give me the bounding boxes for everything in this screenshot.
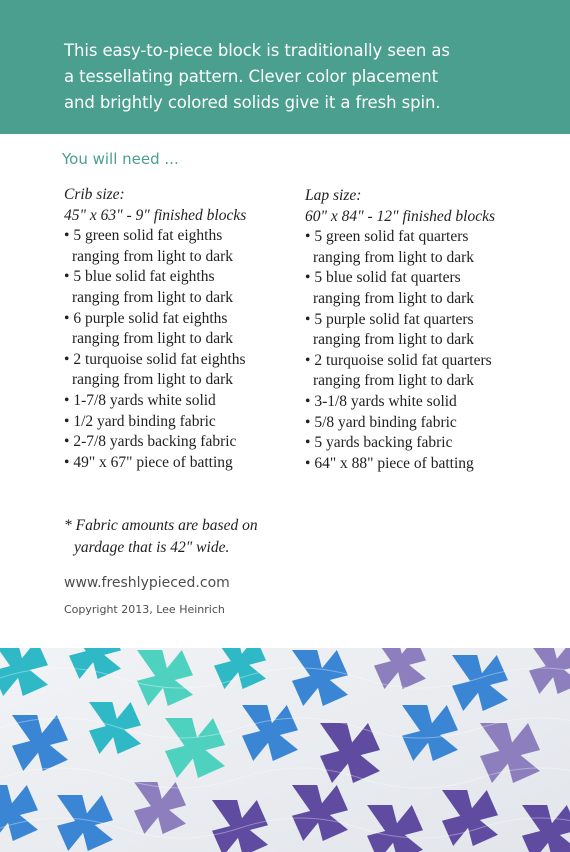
list-item-text: ranging from light to dark bbox=[313, 372, 474, 390]
list-item bbox=[305, 454, 565, 475]
note-line: yardage that is 42" wide. bbox=[74, 539, 230, 556]
list-item bbox=[305, 351, 565, 392]
list-item bbox=[64, 267, 304, 308]
list-item-text: 49" x 67" piece of batting bbox=[73, 453, 233, 471]
materials-heading: You will need ... bbox=[62, 150, 179, 168]
intro-line: a tessellating pattern. Clever color placement bbox=[64, 67, 438, 86]
list-item-text: 3-1/8 yards white solid bbox=[314, 392, 457, 410]
list-item bbox=[305, 413, 565, 434]
list-item bbox=[64, 391, 304, 412]
crib-size-subtitle: 45" x 63" - 9" finished blocks bbox=[64, 206, 247, 224]
lap-size-subtitle: 60" x 84" - 12" finished blocks bbox=[305, 207, 495, 225]
list-item-text: 6 purple solid fat eighths bbox=[73, 309, 228, 327]
list-item-text: ranging from light to dark bbox=[313, 248, 474, 266]
list-item-text: 2 turquoise solid fat quarters bbox=[314, 351, 492, 369]
note-line: * Fabric amounts are based on bbox=[64, 517, 258, 534]
website-link[interactable]: www.freshlypieced.com bbox=[64, 575, 230, 591]
list-item bbox=[64, 350, 304, 391]
list-item bbox=[305, 433, 565, 454]
crib-items bbox=[64, 226, 304, 473]
list-item-text: 1-7/8 yards white solid bbox=[73, 391, 216, 409]
fabric-note bbox=[64, 515, 324, 559]
lap-size-title: Lap size: bbox=[305, 187, 362, 204]
list-item-text: 5 purple solid fat quarters bbox=[314, 310, 474, 328]
copyright-text: Copyright 2013, Lee Heinrich bbox=[64, 603, 225, 616]
list-item-text: 5 blue solid fat quarters bbox=[314, 269, 461, 287]
quilt-photo bbox=[0, 648, 570, 852]
list-item-text: 5 green solid fat eighths bbox=[73, 227, 223, 245]
crib-size-title: Crib size: bbox=[64, 186, 125, 203]
lap-size-list bbox=[305, 186, 565, 474]
list-item-text: 1/2 yard binding fabric bbox=[73, 412, 216, 430]
list-item bbox=[305, 268, 565, 309]
list-item bbox=[305, 310, 565, 351]
intro-text bbox=[64, 38, 554, 116]
list-item-text: ranging from light to dark bbox=[72, 288, 233, 306]
list-item bbox=[305, 392, 565, 413]
intro-line: and brightly colored solids give it a fresh spin. bbox=[64, 93, 441, 112]
lap-items bbox=[305, 227, 565, 474]
list-item-text: ranging from light to dark bbox=[72, 371, 233, 389]
list-item-text: 5 yards backing fabric bbox=[314, 434, 453, 452]
list-item bbox=[64, 226, 304, 267]
list-item bbox=[305, 227, 565, 268]
list-item bbox=[64, 453, 304, 474]
list-item-text: ranging from light to dark bbox=[313, 289, 474, 307]
list-item-text: ranging from light to dark bbox=[72, 247, 233, 265]
list-item-text: 5 blue solid fat eighths bbox=[73, 268, 215, 286]
list-item-text: 2-7/8 yards backing fabric bbox=[73, 433, 237, 451]
list-item bbox=[64, 412, 304, 433]
list-item bbox=[64, 309, 304, 350]
list-item-text: ranging from light to dark bbox=[72, 330, 233, 348]
list-item-text: 5 green solid fat quarters bbox=[314, 228, 469, 246]
list-item-text: ranging from light to dark bbox=[313, 331, 474, 349]
list-item-text: 64" x 88" piece of batting bbox=[314, 454, 474, 472]
list-item-text: 5/8 yard binding fabric bbox=[314, 413, 457, 431]
list-item-text: 2 turquoise solid fat eighths bbox=[73, 350, 246, 368]
crib-size-list bbox=[64, 185, 304, 473]
list-item bbox=[64, 432, 304, 453]
intro-line: This easy-to-piece block is traditionally seen as bbox=[64, 41, 450, 60]
